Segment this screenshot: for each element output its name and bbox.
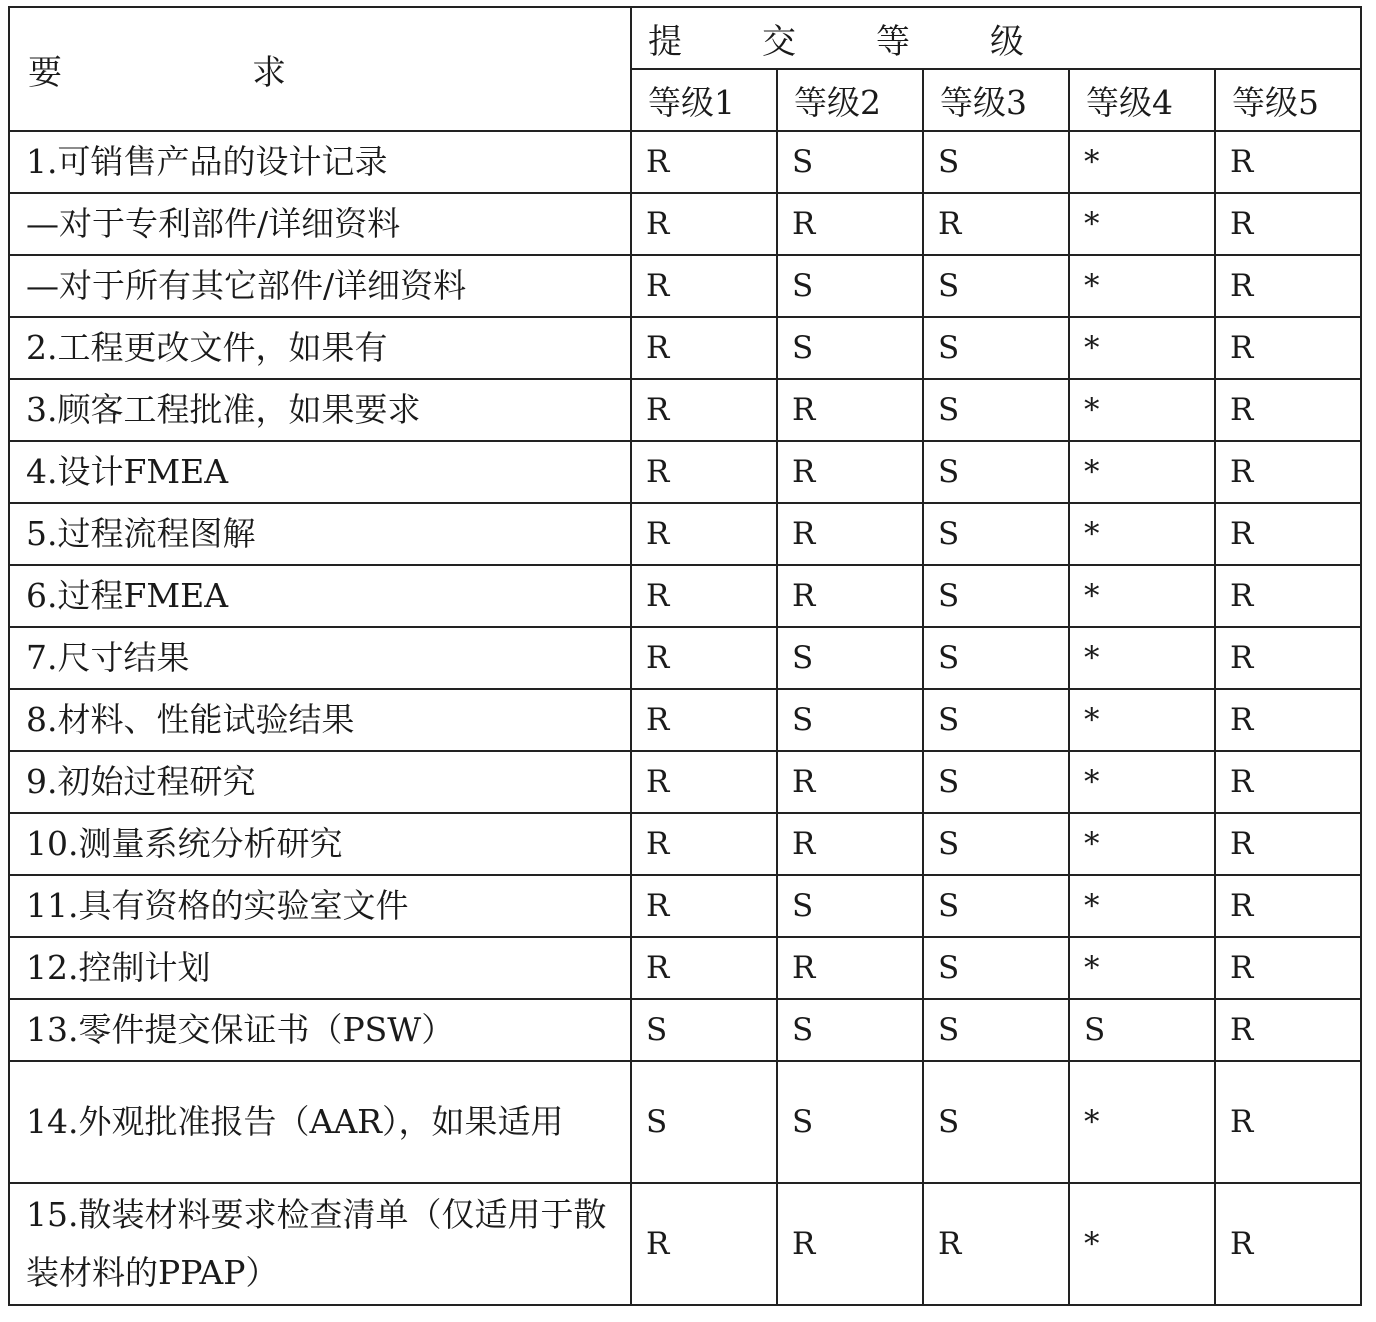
table-row xyxy=(9,875,1361,937)
table-row xyxy=(9,751,1361,813)
requirement-cell: 1.可销售产品的设计记录 xyxy=(9,131,631,193)
level-2-value: S xyxy=(777,875,923,937)
level-3-value: S xyxy=(923,751,1069,813)
level-5-value: R xyxy=(1215,379,1361,441)
submission-level-header: 提 交 等 级 xyxy=(631,7,1361,69)
level-2-value: R xyxy=(777,379,923,441)
level-4-value: * xyxy=(1069,1061,1215,1183)
requirement-cell: 6.过程FMEA xyxy=(9,565,631,627)
level-4-value: * xyxy=(1069,689,1215,751)
table-row xyxy=(9,1183,1361,1305)
table-row xyxy=(9,813,1361,875)
level-5-value: R xyxy=(1215,999,1361,1061)
level-5-value: R xyxy=(1215,689,1361,751)
level-1-value: R xyxy=(631,317,777,379)
level-2-value: S xyxy=(777,627,923,689)
level-5-value: R xyxy=(1215,1061,1361,1183)
level-1-value: R xyxy=(631,441,777,503)
level-2-value: R xyxy=(777,937,923,999)
level-3-value: S xyxy=(923,441,1069,503)
level-5-value: R xyxy=(1215,627,1361,689)
level-header-3: 等级3 xyxy=(923,69,1069,131)
level-3-value: S xyxy=(923,255,1069,317)
level-2-value: S xyxy=(777,255,923,317)
level-4-value: * xyxy=(1069,255,1215,317)
table-row xyxy=(9,131,1361,193)
level-4-value: * xyxy=(1069,813,1215,875)
level-3-value: S xyxy=(923,875,1069,937)
level-1-value: R xyxy=(631,1183,777,1305)
level-3-value: S xyxy=(923,1061,1069,1183)
level-5-value: R xyxy=(1215,751,1361,813)
level-5-value: R xyxy=(1215,937,1361,999)
requirement-cell: 4.设计FMEA xyxy=(9,441,631,503)
table-row xyxy=(9,1061,1361,1183)
level-4-value: * xyxy=(1069,627,1215,689)
level-2-value: S xyxy=(777,689,923,751)
level-4-value: * xyxy=(1069,751,1215,813)
level-2-value: S xyxy=(777,317,923,379)
requirement-cell: 5.过程流程图解 xyxy=(9,503,631,565)
level-1-value: R xyxy=(631,565,777,627)
requirement-cell: 8.材料、性能试验结果 xyxy=(9,689,631,751)
table-row xyxy=(9,689,1361,751)
level-5-value: R xyxy=(1215,131,1361,193)
level-3-value: R xyxy=(923,1183,1069,1305)
level-1-value: R xyxy=(631,875,777,937)
table-row xyxy=(9,379,1361,441)
level-1-value: R xyxy=(631,689,777,751)
level-5-value: R xyxy=(1215,441,1361,503)
requirement-cell: 2.工程更改文件，如果有 xyxy=(9,317,631,379)
requirement-cell: 9.初始过程研究 xyxy=(9,751,631,813)
level-header-4: 等级4 xyxy=(1069,69,1215,131)
level-5-value: R xyxy=(1215,255,1361,317)
level-5-value: R xyxy=(1215,317,1361,379)
level-5-value: R xyxy=(1215,193,1361,255)
level-1-value: R xyxy=(631,813,777,875)
level-3-value: S xyxy=(923,503,1069,565)
header-row-top xyxy=(9,7,1361,69)
requirement-cell: —对于所有其它部件/详细资料 xyxy=(9,255,631,317)
level-2-value: R xyxy=(777,813,923,875)
requirement-cell: —对于专利部件/详细资料 xyxy=(9,193,631,255)
level-2-value: R xyxy=(777,751,923,813)
table-body xyxy=(9,131,1361,1305)
level-2-value: R xyxy=(777,503,923,565)
level-3-value: S xyxy=(923,689,1069,751)
table-row xyxy=(9,317,1361,379)
level-1-value: R xyxy=(631,627,777,689)
requirement-cell: 15.散装材料要求检查清单（仅适用于散装材料的PPAP） xyxy=(9,1183,631,1305)
table-row xyxy=(9,193,1361,255)
level-4-value: * xyxy=(1069,379,1215,441)
level-1-value: R xyxy=(631,937,777,999)
level-1-value: R xyxy=(631,193,777,255)
level-header-5: 等级5 xyxy=(1215,69,1361,131)
level-5-value: R xyxy=(1215,565,1361,627)
level-1-value: R xyxy=(631,751,777,813)
table-row xyxy=(9,503,1361,565)
level-2-value: R xyxy=(777,193,923,255)
level-3-value: S xyxy=(923,379,1069,441)
level-4-value: * xyxy=(1069,131,1215,193)
level-2-value: R xyxy=(777,565,923,627)
level-3-value: R xyxy=(923,193,1069,255)
table-row xyxy=(9,441,1361,503)
requirement-cell: 11.具有资格的实验室文件 xyxy=(9,875,631,937)
level-4-value: * xyxy=(1069,565,1215,627)
requirement-cell: 10.测量系统分析研究 xyxy=(9,813,631,875)
level-5-value: R xyxy=(1215,503,1361,565)
level-1-value: R xyxy=(631,503,777,565)
level-1-value: R xyxy=(631,379,777,441)
requirement-cell: 7.尺寸结果 xyxy=(9,627,631,689)
level-2-value: S xyxy=(777,131,923,193)
table-row xyxy=(9,565,1361,627)
requirement-cell: 3.顾客工程批准，如果要求 xyxy=(9,379,631,441)
table-row xyxy=(9,937,1361,999)
requirement-cell: 14.外观批准报告（AAR），如果适用 xyxy=(9,1061,631,1183)
level-4-value: * xyxy=(1069,193,1215,255)
level-4-value: * xyxy=(1069,441,1215,503)
ppap-submission-table xyxy=(8,6,1362,1306)
level-5-value: R xyxy=(1215,1183,1361,1305)
level-4-value: * xyxy=(1069,937,1215,999)
level-2-value: R xyxy=(777,1183,923,1305)
level-4-value: S xyxy=(1069,999,1215,1061)
requirement-cell: 13.零件提交保证书（PSW） xyxy=(9,999,631,1061)
requirement-cell: 12.控制计划 xyxy=(9,937,631,999)
level-1-value: S xyxy=(631,1061,777,1183)
table-row xyxy=(9,627,1361,689)
level-5-value: R xyxy=(1215,875,1361,937)
level-1-value: R xyxy=(631,255,777,317)
level-5-value: R xyxy=(1215,813,1361,875)
level-4-value: * xyxy=(1069,317,1215,379)
level-3-value: S xyxy=(923,627,1069,689)
requirement-header: 要 求 xyxy=(9,7,631,131)
level-4-value: * xyxy=(1069,1183,1215,1305)
level-4-value: * xyxy=(1069,875,1215,937)
level-3-value: S xyxy=(923,317,1069,379)
level-1-value: S xyxy=(631,999,777,1061)
level-3-value: S xyxy=(923,937,1069,999)
level-2-value: R xyxy=(777,441,923,503)
level-3-value: S xyxy=(923,131,1069,193)
level-2-value: S xyxy=(777,1061,923,1183)
level-2-value: S xyxy=(777,999,923,1061)
level-header-1: 等级1 xyxy=(631,69,777,131)
level-4-value: * xyxy=(1069,503,1215,565)
level-1-value: R xyxy=(631,131,777,193)
level-3-value: S xyxy=(923,999,1069,1061)
level-3-value: S xyxy=(923,565,1069,627)
table-row xyxy=(9,999,1361,1061)
level-header-2: 等级2 xyxy=(777,69,923,131)
table-row xyxy=(9,255,1361,317)
level-3-value: S xyxy=(923,813,1069,875)
